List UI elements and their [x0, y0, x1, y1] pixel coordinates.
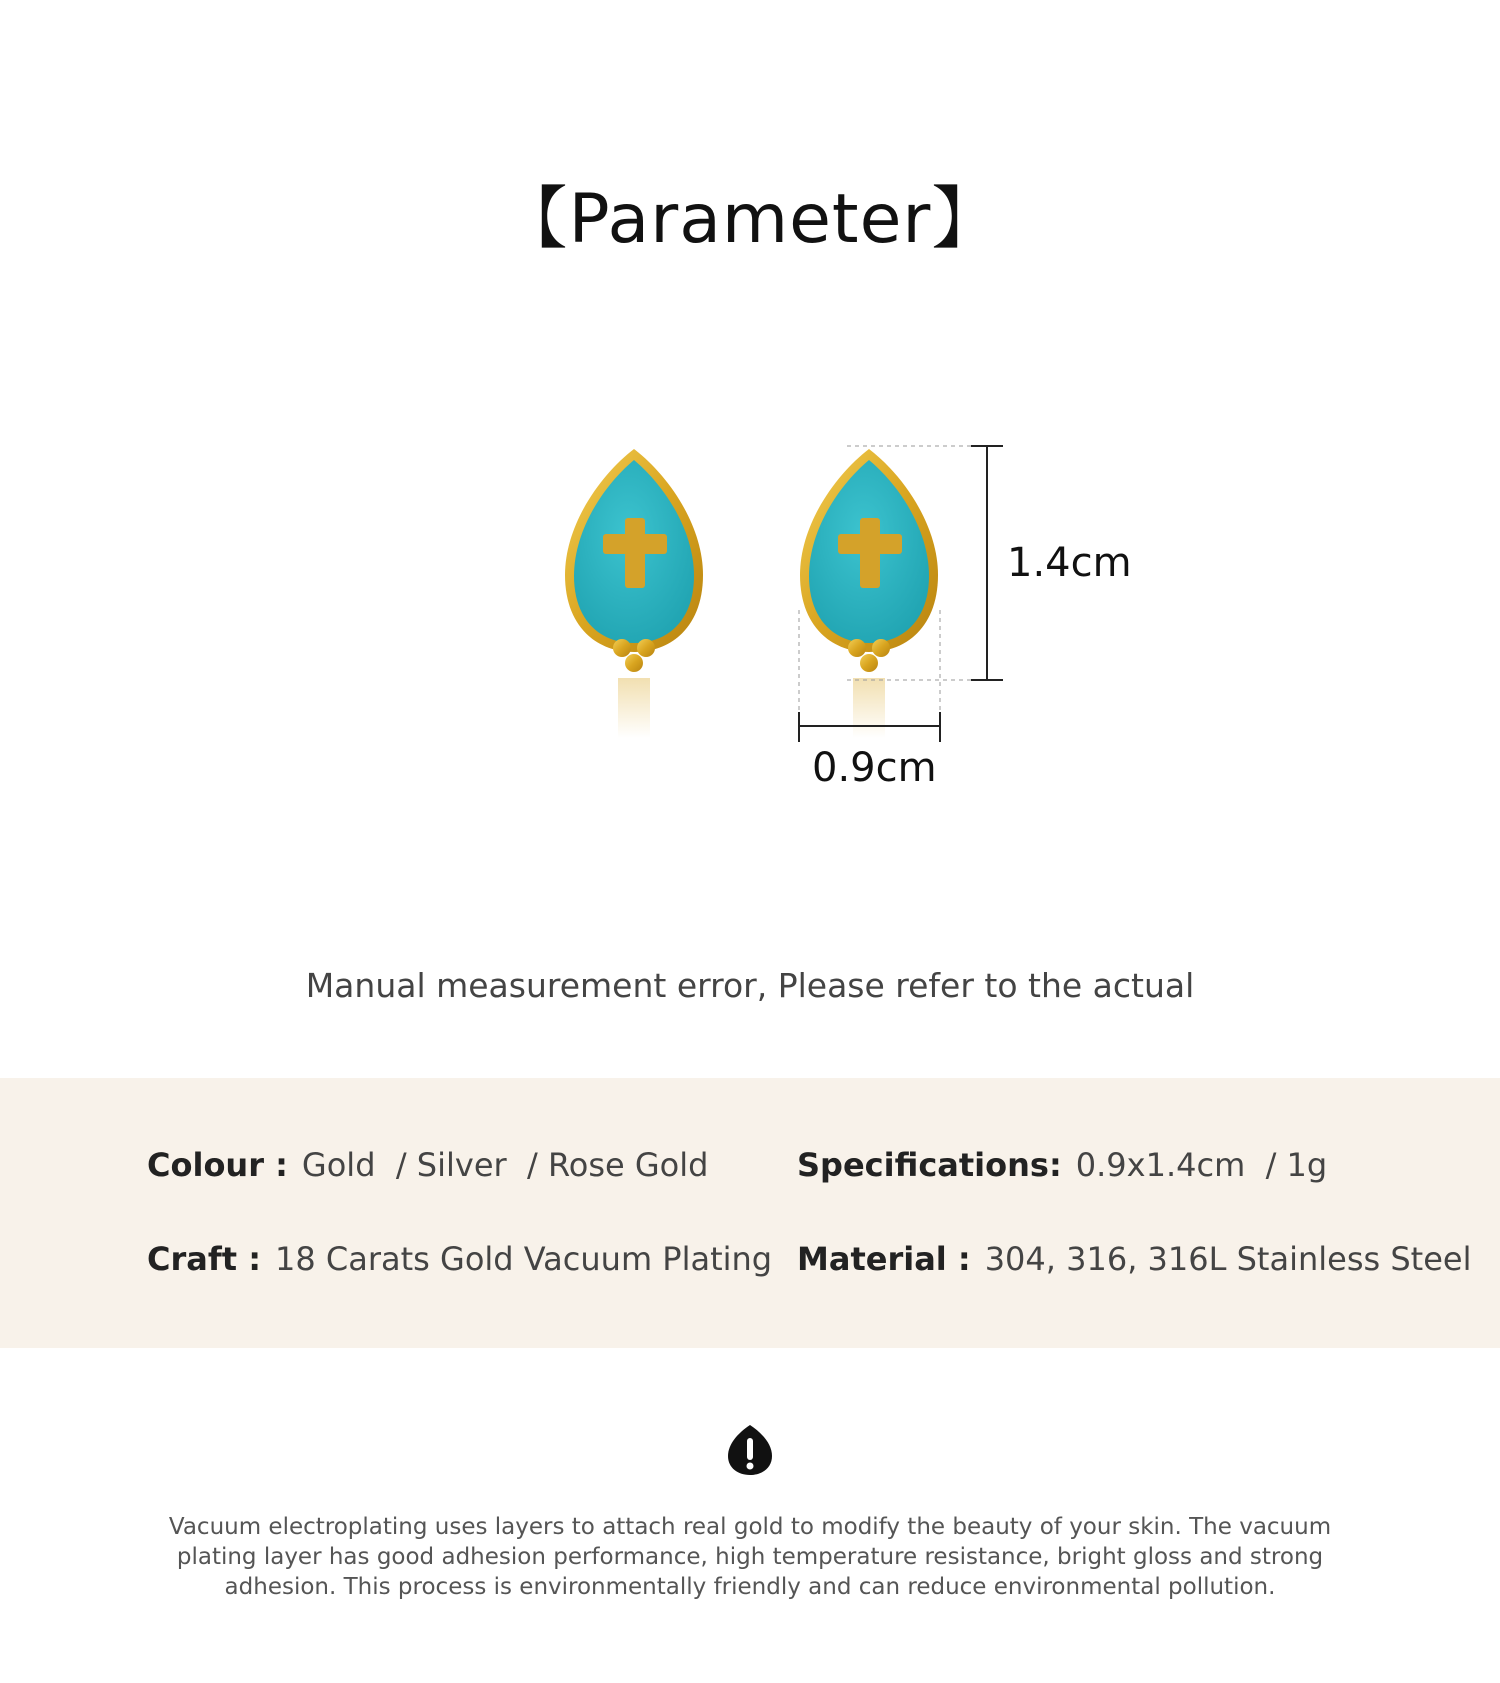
spec-value: Gold / Silver / Rose Gold: [301, 1146, 709, 1184]
measurement-note: Manual measurement error, Please refer to the actual: [305, 966, 1195, 1005]
exclamation-icon: [726, 1424, 774, 1476]
spec-value: 0.9x1.4cm / 1g: [1075, 1146, 1328, 1184]
spec-label: Colour :: [147, 1146, 288, 1184]
spec-label: Craft :: [147, 1240, 262, 1278]
spec-label: Material :: [797, 1240, 971, 1278]
spec-colour: [147, 1146, 708, 1184]
spec-band: [0, 1078, 1500, 1348]
earring-left: [565, 449, 703, 738]
earring-right: [800, 449, 938, 738]
height-label: 1.4cm: [1007, 540, 1132, 586]
spec-specifications: [797, 1146, 1327, 1184]
spec-value: 18 Carats Gold Vacuum Plating: [275, 1240, 773, 1278]
craft-description: Vacuum electroplating uses layers to attach real gold to modify the beauty of your skin. The vacuum plating layer has good adhesion performance, high temperature resistance, bright gloss and strong adhesion. This process is environmentally friendly and can reduce environmental pollution.: [168, 1514, 1332, 1600]
spec-value: 304, 316, 316L Stainless Steel: [984, 1240, 1472, 1278]
spec-material: [797, 1240, 1471, 1278]
page-title: 【Parameter】: [499, 180, 1001, 259]
width-label: 0.9cm: [812, 745, 937, 791]
spec-craft: [147, 1240, 772, 1278]
spec-label: Specifications:: [797, 1146, 1062, 1184]
